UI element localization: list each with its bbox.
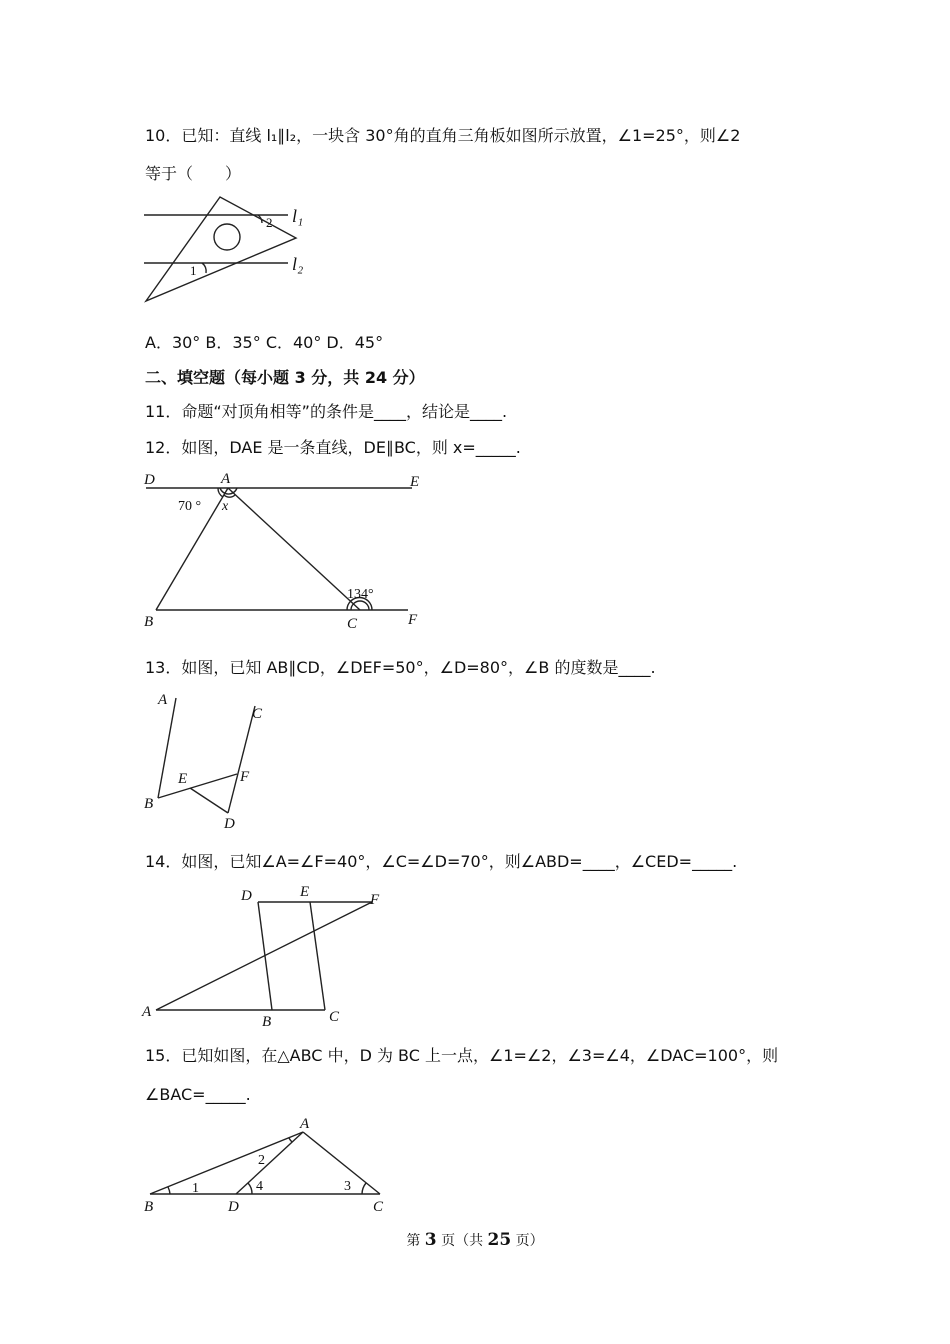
line-CD <box>228 706 255 813</box>
label-C: C <box>373 1199 384 1215</box>
q10-options: A．30° B．35° C．40° D．45° <box>145 333 384 352</box>
line-AC <box>303 1132 380 1194</box>
footer-mid: 页（共 <box>436 1233 488 1249</box>
q13-figure <box>140 688 280 833</box>
q10-line1: 10．已知：直线 l₁∥l₂，一块含 30°角的直角三角板如图所示放置，∠1=25°，则∠2 <box>145 126 741 145</box>
footer-suffix: 页） <box>511 1233 544 1249</box>
label-4: 4 <box>256 1179 263 1194</box>
label-C: C <box>252 706 263 722</box>
label-D: D <box>144 472 155 488</box>
line-EC <box>310 902 325 1010</box>
label-E: E <box>178 771 188 787</box>
q10-line2: 等于（ ） <box>145 164 242 183</box>
label-70: 70 ° <box>178 499 202 514</box>
line-AB <box>158 698 176 798</box>
label-D: D <box>228 1199 239 1215</box>
line-AF <box>156 902 372 1010</box>
label-A: A <box>300 1116 310 1132</box>
label-B: B <box>144 1199 154 1215</box>
label-B: B <box>144 614 154 630</box>
section-title: 二、填空题（每小题 3 分，共 24 分） <box>145 368 425 387</box>
label-E: E <box>410 474 420 490</box>
label-C: C <box>329 1009 340 1025</box>
label-A: A <box>142 1004 152 1020</box>
label-3: 3 <box>344 1179 351 1194</box>
label-134: 134° <box>347 587 374 602</box>
label-F: F <box>240 769 250 785</box>
angle-4-arc <box>248 1183 252 1194</box>
angle-3-arc <box>362 1183 366 1194</box>
q15-figure <box>140 1112 400 1217</box>
q15-line2: ∠BAC=_____. <box>145 1085 251 1104</box>
q13-text: 13．如图，已知 AB∥CD，∠DEF=50°，∠D=80°，∠B 的度数是____. <box>145 658 656 677</box>
ruler-hole <box>214 224 240 250</box>
page-footer <box>0 1230 950 1250</box>
label-x: x <box>222 499 229 514</box>
label-l2: l₂ <box>292 254 304 274</box>
q12-figure <box>140 470 440 630</box>
angle-x-arc <box>224 495 235 497</box>
angle-1-arc <box>168 1187 170 1194</box>
angle-134-arc2 <box>351 601 369 610</box>
label-A: A <box>158 692 168 708</box>
q11-text: 11．命题“对顶角相等”的条件是____，结论是____. <box>145 402 508 421</box>
line-AC <box>228 488 360 610</box>
footer-page-number: 3 <box>424 1230 437 1250</box>
label-F: F <box>408 612 418 628</box>
line-AD <box>236 1132 303 1194</box>
label-1: 1 <box>190 263 197 278</box>
label-B: B <box>262 1014 272 1030</box>
label-E: E <box>300 884 310 900</box>
label-2: 2 <box>266 215 273 230</box>
line-BF <box>158 774 237 798</box>
label-D: D <box>241 888 252 904</box>
label-1: 1 <box>192 1181 199 1196</box>
q10-figure <box>140 195 320 310</box>
q15-line1: 15．已知如图，在△ABC 中，D 为 BC 上一点，∠1=∠2，∠3=∠4，∠DAC=100°，则 <box>145 1046 779 1065</box>
label-l1: l₁ <box>292 206 304 226</box>
footer-total-pages: 25 <box>487 1230 512 1250</box>
label-A: A <box>221 471 231 487</box>
label-F: F <box>370 892 380 908</box>
q12-text: 12．如图，DAE 是一条直线，DE∥BC，则 x=_____. <box>145 438 521 457</box>
q14-figure <box>140 880 400 1030</box>
label-2: 2 <box>258 1153 265 1168</box>
angle-1-arc <box>202 263 206 273</box>
label-D: D <box>224 816 235 832</box>
angle-2-arc <box>289 1138 292 1142</box>
label-C: C <box>347 616 358 632</box>
footer-prefix: 第 <box>406 1233 425 1249</box>
line-DB <box>258 902 272 1010</box>
line-ED <box>190 788 228 813</box>
q14-text: 14．如图，已知∠A=∠F=40°，∠C=∠D=70°，则∠ABD=____，∠CED=_____. <box>145 852 738 871</box>
label-B: B <box>144 796 154 812</box>
line-BA <box>150 1132 303 1194</box>
